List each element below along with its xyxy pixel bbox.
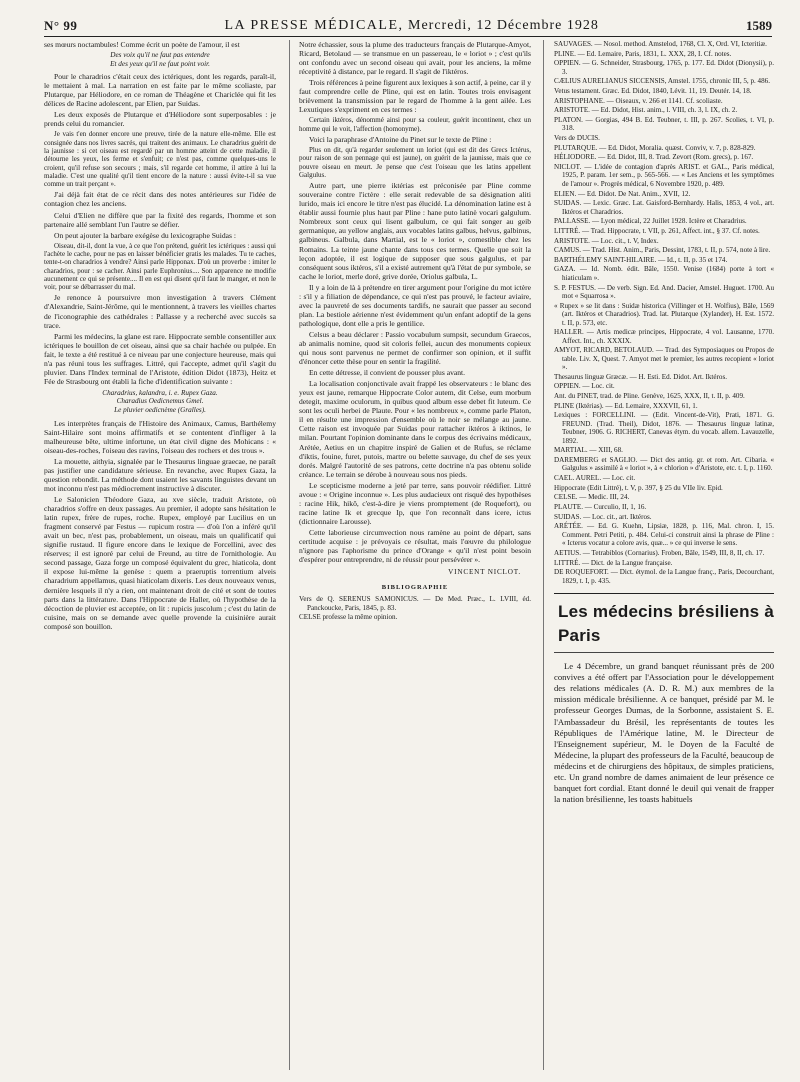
reference-entry: ARÉTÉE. — Ed. G. Kuehn, Lipsiæ, 1828, p. 116, Mal. chron. I, 15. Comment. Petri Petiti, p. 484. Celui-ci construit ainsi la phrase de Pline : « Icterus vocatur a colore avis, quæ... » ce qui inverse le sens. bbox=[554, 522, 774, 548]
paragraph: Cette laborieuse circumvection nous ramène au point de départ, sans certitude acquise : je prévoyais ce résultat, mais l'œuvre du philologue n'ignore pas l'aphorisme du prince d'Orange « qu'il n'est point besoin d'espérer pour entreprendre, ni de réussir pour persévérer ». bbox=[299, 527, 531, 565]
reference-entry: Ant. du PINET, trad. de Pline. Genève, 1625, XXX, II, t. II, p. 409. bbox=[554, 392, 745, 401]
reference-entry: ELIEN. — Ed. Didot. De Nat. Anim., XVII, 12. bbox=[554, 189, 691, 198]
identification-card bbox=[44, 389, 276, 415]
reference-entry: HÉLIODORE. — Ed. Didot, III, 8. Trad. Zevort (Rom. grecs), p. 167. bbox=[554, 153, 754, 162]
reference-entry: LITTRÉ. — Dict. de la Langue française. bbox=[554, 558, 673, 567]
reference-entry: CAMUS. — Trad. Hist. Anim., Paris, Dessint, 1783, t. II, p. 574, note à lire. bbox=[554, 246, 771, 255]
reference-entry: CÆLIUS AURELIANUS SICCENSIS, Amstel. 1755, chronic III, 5, p. 486. bbox=[554, 77, 770, 86]
journal-title-line bbox=[225, 18, 599, 34]
reference-entry: GAZA. — Id. Nomb. édit. Bâle, 1550. Venise (1684) porte à tort « hiaticulam ». bbox=[554, 265, 774, 282]
reference-entry: OPPIEN. — Loc. cit. bbox=[554, 382, 615, 391]
page-number: 1589 bbox=[746, 18, 772, 33]
reference-entry: SAUVAGES. — Nosol. method. Amstelod, 1768, Cl. X, Ord. VI, Icteritiæ. bbox=[554, 40, 767, 48]
section-rule-top bbox=[554, 593, 774, 594]
paragraph: ses mœurs noctambules! Comme écrit un poète de l'amour, il est bbox=[44, 40, 240, 49]
bibliography-entry: CELSE professe la même opinion. bbox=[299, 613, 398, 622]
issue-number: N° 99 bbox=[44, 18, 78, 33]
page-header bbox=[44, 10, 772, 37]
column-divider-1 bbox=[289, 40, 290, 1070]
paragraph: Notre échassier, sous la plume des traducteurs français de Plutarque-Amyot, Ricard, Betolaud — se transmue en un passereau, le « loriot » ; c'est qu'ils ont confondu avec un second oiseau qui avait, pour les anciens, la même réceptivité à distance, par le regard. Il s'agit de l'iktéros. bbox=[299, 40, 531, 77]
reference-entry: NICLOT. — L'idée de contagion d'après ARIST. et GAL., Paris médical, 1925, P. param. 1er sem., p. 565-566. — « Les Anciens et les symptômes de l'amour ». Progrès médical, 6 Novembre 1920, p. 489. bbox=[554, 162, 774, 188]
paragraph: Pour le charadrios c'était ceux des ictériques, dont les regards, paraît-il, le mettaient à mal. La narration en est faite par le même scoliaste, par Plutarque, par Héliodore, en ce roman de Théagène et Chariclée qui fit les délices de Racine adolescent, par Elien, par Suidas. bbox=[44, 72, 276, 109]
paragraph: En cette détresse, il convient de pousser plus avant. bbox=[309, 368, 466, 378]
quoted-passage: Je vais t'en donner encore une preuve, tirée de la nature elle-même. Elle est consignée dans nos livres sacrés, qui traitent des animaux. Le charadrius guérit de la jaunisse : si cet oiseau est regardé par un homme atteint de cette maladie, il détourne les yeux, les ferme et s'enfuit; ce n'est pas, comme quelques-uns le croient, qu'il refuse son secours ; mais, s'il regarde cet homme, il attire à lui la maladie. C'est une qualité qu'il tient encore de la nature : aussi évite-t-il sa vue comme un trait perçant ». bbox=[44, 130, 276, 189]
paragraph: Trois références à peine figurent aux lexiques à son actif, à peine, car il y faut comprendre celle de Pline, qui est en latin. Toutes trois envisagent brièvement la transmission par le regard de l'homme à la gent ailée. Les Lexutiques s'expriment en ces termes : bbox=[299, 78, 531, 115]
paragraph: La localisation conjonctivale avait frappé les observateurs : le blanc des yeux est jaune, remarque Hippocrate Color autem, dit Celse, eum morbum detegit, maxime oculorum, in quibus quod album esse debet fit luteum. Ce sont les oculi herbei de Plaute. Pour « les nombreux », comme parle Platon, il en résulte une impression d'ensemble où le noir se mélange au jaune. Cette raison est invoquée par Suidas pour rattacher iktéros à iktinos, le milan. Pourtant l'opinion dominante dans le corpus des écrivains médicaux, Arétée, Aetius en un chapitre inspiré de Galien et de Rufus, se réclame d'iktis, fouine, furet, putois, martre ou belette sauvage, du chef de ses yeux dorés. Malgré l'autorité de ses patrons, cette doctrine n'a pas obtenu solide créance. Le terrain se dérobe à nouveau sous nos pieds. bbox=[299, 379, 531, 479]
reference-entry: AMYOT, RICARD, BETOLAUD. — Trad. des Symposiaques ou Propos de table. Liv. X, Quest. 7. Amyot met le premier, les autres recopient « loriot ». bbox=[554, 346, 774, 372]
quoted-passage: Certain iktéros, dénommé ainsi pour sa couleur, guérit incontinent, chez un homme qui le voit, l'affection (homonyme). bbox=[299, 116, 531, 133]
poem-line: Des voix qu'il ne faut pas entendre bbox=[110, 51, 210, 60]
paragraph: Le Salonicien Théodore Gaza, au xve siècle, traduit Aristote, où charadrios s'offre en deux passages. Au premier, il adopte sans hésitation le latin rupex, frère de rupes, roche. Rupex, employé par Lucilius en un fragment conservé par Festus — rupicum rostra — d'où l'on a inféré qu'il avait un bec, n'est pas, probablement, un oiseau, mais un qualificatif qui signifie rustaud. Il figure encore dans le lexique de Forcellini, avec des réserves; il est ignoré par celui de Freund, au titre de l'ornithologie. Au second passage, Gaza forge un composé équivalent du grec, hiaticola, dont il expose lui-même la genèse : quem a praeruptis torrentium alveis charadrium appellamus, quasi hiaticolam dixeris. Les deux nouveaux venus, dernière lesquels il n'y a rien, ont maintenant droit de cité et sont de toutes parts dans la littérature. Dans l'Hippocrate de Haller, où l'hypothèse de la décoction de pluvier est acceptée, on lit : rupicis juscolum ; c'est du latin de cuisine, mais on se demande avec quelle provende la cuisinière aurait composé son bouillon. bbox=[44, 495, 276, 631]
column-2 bbox=[299, 40, 531, 1076]
section-title: Les médecins brésiliens à Paris bbox=[558, 602, 774, 646]
paragraph: Je renonce à poursuivre mon investigation à travers Clément d'Alexandrie, Saint-Jérôme, qui le mentionnent, à travers les vieilles chartes de l'iconographie des cathédrales : Pallasse y a recherché avec succès sa trace. bbox=[44, 293, 276, 330]
reference-entry: PLINE. — Ed. Lemaire, Paris, 1831, L. XXX, 28, I. Cf. notes. bbox=[554, 49, 732, 58]
caption-line: Charadrius, kalandra, i. e. Rupex Gaza. bbox=[102, 388, 218, 397]
caption-line: Le pluvier oedicnème (Gralles). bbox=[114, 406, 206, 415]
reference-entry: ARISTOTE. — Loc. cit., t. V, Index. bbox=[554, 236, 659, 245]
reference-entry: SUIDAS. — Lexic. Græc. Lat. Gaisford-Bernhardy. Halis, 1853, 4 vol., art. Iktéros et Charadrios. bbox=[554, 199, 774, 216]
reference-entry: PALLASSE. — Lyon médical, 22 Juillet 1928. Ictère et Charadrius. bbox=[554, 217, 747, 226]
reference-list bbox=[554, 40, 774, 585]
journal-name: LA PRESSE MÉDICALE, bbox=[224, 18, 404, 33]
reference-entry: PLAUTE. — Curculio, II, 1, 16. bbox=[554, 503, 647, 512]
reference-entry: Thesaurus linguæ Græcæ. — H. Esti. Ed. Didot. Art. Iktéros. bbox=[554, 372, 727, 381]
issue-date: Mercredi, 12 Décembre 1928 bbox=[408, 18, 599, 33]
bibliography-entry: Vers de Q. SERENUS SAMONICUS. — De Med. Præc., L. LVIII, éd. Panckoucke, Paris, 1845, p. 83. bbox=[299, 595, 531, 612]
paragraph: On peut ajouter la barbare exégèse du lexicographe Suidas : bbox=[54, 230, 236, 240]
reference-entry: DE ROQUEFORT. — Dict. étymol. de la Langue franç., Paris, Decourchant, 1829, t. I, p. 435. bbox=[554, 568, 774, 585]
reference-entry: BARTHÉLEMY SAINT-HILAIRE. — Id., t. II, p. 35 et 174. bbox=[554, 255, 728, 264]
news-paragraph: Le 4 Décembre, un grand banquet réunissant près de 200 convives a été offert par l'Association pour le développement des relations médicales (A. D. R. M.) aux membres de la mission médicale brésilienne. A ce banquet, présidé par M. le professeur Georges Dumas, de la Sorbonne, assistaient S. E. l'Ambassadeur du Brésil, les représentants de toutes les Républiques de l'Amérique latine, M. le Directeur de l'Enseignement supérieur, M. le Doyen de la Faculté de Médecine, la plupart des professeurs de la Faculté, beaucoup de médecins et de chirurgiens des hôpitaux, de simples praticiens, etc. Un grand nombre de dames animaient de leur présence ce banquet fort cordial. Etant donné le deuil qui venait de frapper la nation brésilienne, les toasts habituels bbox=[554, 661, 774, 805]
reference-entry: MARTIAL. — XIII, 68. bbox=[554, 446, 623, 455]
section-rule-bottom bbox=[554, 652, 774, 653]
reference-entry: « Rupex » se lit dans : Suidæ historica (Villinger et H. Wolfius), Bâle, 1569 (art. Iktéros et Charadrios). Trad. lat. Plutarque (Xylander), H. Est. 1572. t. II, p. 573, etc. bbox=[554, 301, 774, 327]
quoted-passage: Oiseau, dit-il, dont la vue, à ce que l'on prétend, guérit les ictériques : aussi qui l'achète le cache, pour ne pas en laisser bénéficier gratis les malades. Tu te caches, tente-t-on charadrios à vendre? Ainsi parle Hipponax. D'où un proverbe : imiter le charadrios, pour : se cacher. Ainsi parle Euphronius.... Son apparence ne modifie aucunement ce qui se présente.... Il en est qui disent qu'il faut le manger, et non le voir, pour se débarrasser du mal. bbox=[44, 241, 276, 292]
bibliography-heading: BIBLIOGRAPHIE bbox=[381, 584, 449, 592]
reference-entry: Lexiques : FORCELLINI. — (Edit. Vincent-de-Vit), Prati, 1871. G. FREUND. (Trad. Theil), Didot, 1876. — Thesaurus linguæ latinæ, Teubner, 1906. G. RICHERT, Canevas étym. du vocab. allem. Lavauzelle, 1892. bbox=[554, 411, 774, 445]
poem-quote bbox=[44, 51, 276, 68]
column-3 bbox=[554, 40, 774, 1076]
paragraph: Voici la paraphrase d'Antoine du Pinet sur le texte de Pline : bbox=[309, 134, 492, 144]
caption-line: Charadius Oedicnemus Gmel. bbox=[116, 397, 204, 406]
reference-entry: OPPIEN. — G. Schneider, Strasbourg, 1765, p. 177. Ed. Didot (Dionysii), p. 3. bbox=[554, 59, 774, 76]
reference-entry: AETIUS. — Tetrabiblos (Cornarius). Froben, Bâle, 1549, III, 8, II, ch. 17. bbox=[554, 548, 765, 557]
reference-entry: Hippocrate (Edit Littré), t. V, p. 397, § 25 du VIIe liv. Epid. bbox=[554, 483, 723, 492]
reference-entry: SUIDAS. — Loc. cit., art. Iktéros. bbox=[554, 512, 652, 521]
reference-entry: LITTRÉ. — Trad. Hippocrate, t. VII, p. 261, Affect. int., § 37. Cf. notes. bbox=[554, 226, 760, 235]
paragraph: Celui d'Elien ne diffère que par la fixité des regards, l'homme et son partenaire allé semblant l'un l'autre se défier. bbox=[44, 210, 276, 229]
paragraph: Parmi les médecins, la glane est rare. Hippocrate semble consentiller aux ictériques le bouillon de cet oiseau, ainsi que sa chair hachée ou pulpée. En fait, le texte a été restitué à ce niveau par une conjecture heureuse, mais qui n'a pas réuni tous les suffrages. Littré, qui l'accepte, admet qu'il s'agit du pluvier. Dans l'Index terminal de l'Aristote, édition Didot (1873), Heitz et Fée de Strasbourg ont établi la fiche d'identification suivante : bbox=[44, 331, 276, 386]
paragraph: Le scepticisme moderne a jeté par terre, sans pouvoir réédifier. Littré avoue : « Origine inconnue ». Les plus audacieux ont risqué des hypothèses : racine Hik, hikô, c'est-à-dire je viens promptement (de Roquefort), ou racine latine Ik et grecque Ip, que l'on reconnaît dans icere, ictus (dictionnaire Larousse). bbox=[299, 480, 531, 526]
reference-entry: ARISTOTE. — Ed. Didot, Hist. anim., l. VIII, ch. 3, l. IX, ch. 2. bbox=[554, 106, 738, 115]
reference-entry: ARISTOPHANE. — Oiseaux, v. 266 et 1141. Cf. scoliaste. bbox=[554, 96, 723, 105]
paragraph: Les deux exposés de Plutarque et d'Héliodore sont superposables : je prends celui du romancier. bbox=[44, 110, 276, 129]
reference-entry: S. P. FESTUS. — De verb. Sign. Ed. And. Dacier, Amstel. Huguet. 1700. Au mot « Squarrosa ». bbox=[554, 283, 774, 300]
paragraph: La mouette, aithyia, signalée par le Thesaurus linguae graecae, ne paraît pas justifier une candidature sérieuse. En revanche, avec Rupex Gaza, la question rebondit. La méthode dont usaient les savants linguistes devant un mot inconnu n'est pas médiocrement instructive à discuter. bbox=[44, 456, 276, 493]
paragraph: Il y a loin de là à prétendre en tirer argument pour l'origine du mot ictère : s'il y a filiation de dépendance, ce qui n'est pas prouvé, le facteur aviaire, avec la pauvreté de ses documents tardifs, ne saurait que passer au second plan. La bestiole aérienne n'est évidemment qu'un enfant adoptif de la gens pathologique, dont elle a pris le gentilice. bbox=[299, 282, 531, 328]
paragraph: J'ai déjà fait état de ce récit dans des notes antérieures sur l'idée de contagion chez les anciens. bbox=[44, 190, 276, 209]
reference-entry: PLINE (Iktérias). — Ed. Lemaire, XXXVII, 61, 1. bbox=[554, 401, 698, 410]
reference-entry: CAEL. AUREL. — Loc. cit. bbox=[554, 474, 636, 483]
paragraph: Autre part, une pierre iktérias est préconisée par Pline comme souveraine contre l'ictère : elle serait redevable de sa désignation aliti lurido, mais ici encore le titre n'est pas élucidé. La dénomination latine est à établir aussi fournie plus haut par Pline : hane puto latinè vocari galgulum. Nombreux sont ceux qui lisent galbulum, ce qui fait songer au geib germanique, au yellow anglais, aux vocables latins galbus, helvus, galbinus, galbineus. Galbula, dans Martial, est le « loriot », comestible chez les Romains. La teinte jaune chante dans tous ces termes. Quelle que soit la leçon adoptée, il est logique de supposer que sous galgulus, et par conséquent sous iktéros, s'il a existé autrement qu'à l'état de pur symbole, se cache le loriot, merle doré, grive dorée, Oriolus galbula, L. bbox=[299, 181, 531, 281]
paragraph: Celsus a beau déclarer : Passio vocabulum sumpsit, secundum Graecos, ab animalis nomine, quod sit coloris fellei, aucun des monuments copieux qui nous sont parvenus ne permet de confirmer son opinion, et il suffit d'énoncer cette thèse pour en sentir la fragilité. bbox=[299, 329, 531, 367]
reference-entry: CELSE. — Medic. III, 24. bbox=[554, 493, 630, 502]
reference-entry: Vetus testament. Græc. Ed. Didot, 1840, Lévit. 11, 19. Deutér. 14, 18. bbox=[554, 87, 752, 96]
reference-entry: DAREMBERG et SAGLIO. — Dict des antiq. gr. et rom. Art. Cibaria. « Galgulus » assimilé à « loriot », à « chlorion » d'Aristote, etc. t. I, p. 1160. bbox=[554, 456, 774, 473]
reference-entry: Vers de DUCIS. bbox=[554, 134, 600, 143]
author-signature: VINCENT NICLOT. bbox=[448, 568, 521, 577]
quoted-passage: Plus on dit, qu'à regarder seulement un loriot (qui est dit des Grecs Ictérus, pour raison de son pennage qui est jaune), on guérit de la jaunisse, mais que ce pouvre oiseau en meurt. Je pense que c'est l'oiseau que les latins appellent Galgulus. bbox=[299, 146, 531, 179]
paragraph: Les interprètes français de l'Histoire des Animaux, Camus, Barthélemy Saint-Hilaire sont moins affirmatifs et se contentent d'infliger à la malheureuse bête, ultime infortune, un état civil digne des Mohicans : « oiseau-des-roches, l'oiseau des ravins, l'oiseau des rochers et des trous ». bbox=[44, 418, 276, 455]
reference-entry: HALLER. — Artis medicæ principes, Hippocrate, 4 vol. Lausanne, 1770. Affect. Int., ch. XXXIX. bbox=[554, 328, 774, 345]
poem-line: Et des yeux qu'il ne faut point voir. bbox=[110, 59, 210, 68]
column-1 bbox=[44, 40, 276, 1076]
reference-entry: PLATON. — Gorgias, 494 B. Ed. Teubner, t. III, p. 267. Scolies, t. VI, p. 318. bbox=[554, 115, 774, 133]
reference-entry: PLUTARQUE. — Ed. Didot, Moralia. quæst. Conviv, v. 7, p. 828-829. bbox=[554, 143, 756, 152]
column-divider-2 bbox=[543, 40, 544, 1070]
